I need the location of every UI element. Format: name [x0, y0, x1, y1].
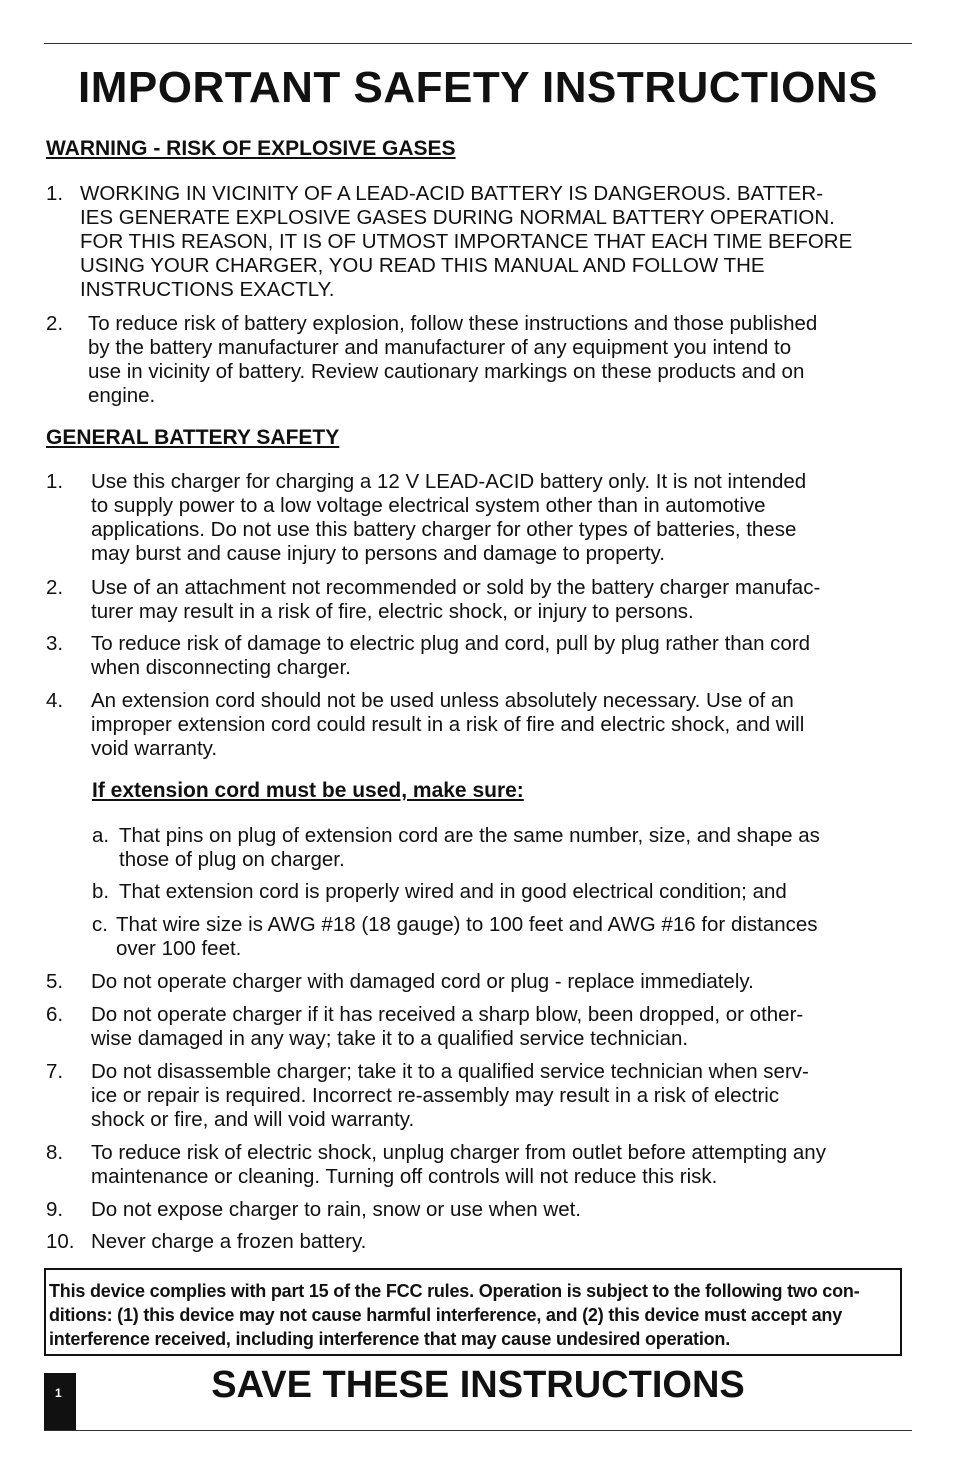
item-text: Use this charger for charging a 12 V LEAD-ACID battery only. It is not intended to supply power to a low voltage electrical system other than in automotive applications. Do not use this battery charger for other types of batteries, these may burst and cause injury to persons and damage to property. — [91, 470, 807, 565]
list-item — [46, 1060, 910, 1132]
list-item — [46, 576, 910, 624]
extension-cord-heading: If extension cord must be used, make sure: — [92, 779, 524, 802]
item-text: That extension cord is properly wired and in good electrical condition; and — [119, 880, 787, 903]
fcc-notice-line: This device complies with part 15 of the FCC rules. Operation is subject to the following two con- — [49, 1281, 860, 1301]
fcc-notice-line: ditions: (1) this device may not cause harmful interference, and (2) this device must accept any — [49, 1305, 843, 1325]
list-item — [46, 182, 910, 302]
item-text: To reduce risk of damage to electric plug and cord, pull by plug rather than cord when disconnecting charger. — [91, 632, 811, 679]
item-text: WORKING IN VICINITY OF A LEAD-ACID BATTERY IS DANGEROUS. BATTER- IES GENERATE EXPLOSIVE GASES DURING NORMAL BATTERY OPERATION. FOR THIS REASON, IT IS OF UTMOST IMPORTANCE THAT EACH TIME BEFORE USING YOUR CHARGER, YOU READ THIS MANUAL AND FOLLOW THE INSTRUCTIONS EXACTLY. — [80, 182, 853, 301]
item-number: 5. — [46, 970, 64, 993]
top-rule — [44, 43, 912, 44]
item-text: Do not operate charger with damaged cord or plug - replace immediately. — [91, 970, 754, 993]
item-letter: a. — [92, 824, 110, 847]
list-item — [92, 824, 910, 872]
list-item — [46, 1003, 910, 1051]
list-item — [46, 1230, 910, 1254]
list-item — [92, 880, 910, 904]
page-title: IMPORTANT SAFETY INSTRUCTIONS — [78, 63, 878, 112]
item-number: 2. — [46, 312, 64, 335]
page-number: 1 — [55, 1386, 62, 1400]
item-number: 3. — [46, 632, 64, 655]
list-item — [46, 1198, 910, 1222]
item-number: 9. — [46, 1198, 64, 1221]
list-item — [46, 632, 910, 680]
list-item — [46, 689, 910, 761]
list-item — [92, 913, 910, 961]
item-letter: c. — [92, 913, 108, 936]
bottom-rule — [44, 1430, 912, 1431]
item-number: 4. — [46, 689, 64, 712]
section-heading-explosive-gases: WARNING - RISK OF EXPLOSIVE GASES — [46, 137, 456, 160]
save-instructions-heading: SAVE THESE INSTRUCTIONS — [211, 1364, 745, 1406]
item-number: 1. — [46, 182, 64, 205]
item-text: Do not expose charger to rain, snow or use when wet. — [91, 1198, 581, 1221]
fcc-notice-line: interference received, including interference that may cause undesired operation. — [49, 1329, 731, 1349]
item-letter: b. — [92, 880, 110, 903]
item-text: Do not operate charger if it has received a sharp blow, been dropped, or other- wise damaged in any way; take it to a qualified service technician. — [91, 1003, 804, 1050]
list-item — [46, 1141, 910, 1189]
item-number: 2. — [46, 576, 64, 599]
item-number: 6. — [46, 1003, 64, 1026]
list-item — [46, 470, 910, 566]
item-number: 7. — [46, 1060, 64, 1083]
fcc-notice-box — [44, 1268, 902, 1356]
item-text: Do not disassemble charger; take it to a qualified service technician when serv- ice or repair is required. Incorrect re-assembly may result in a risk of electric shock or fire, and will void warranty. — [91, 1060, 809, 1131]
section-heading-general-safety: GENERAL BATTERY SAFETY — [46, 426, 340, 449]
item-text: An extension cord should not be used unless absolutely necessary. Use of an improper extension cord could result in a risk of fire and electric shock, and will void warranty. — [91, 689, 805, 760]
list-item — [46, 970, 910, 994]
item-text: That wire size is AWG #18 (18 gauge) to 100 feet and AWG #16 for distances over 100 feet. — [116, 913, 818, 960]
list-item — [46, 312, 910, 408]
item-text: Never charge a frozen battery. — [91, 1230, 367, 1253]
item-number: 10. — [46, 1230, 75, 1253]
item-number: 8. — [46, 1141, 64, 1164]
item-text: To reduce risk of battery explosion, follow these instructions and those published by the battery manufacturer and manufacturer of any equipment you intend to use in vicinity of battery. Review cautionary markings on these products and on engine. — [88, 312, 818, 407]
item-text: Use of an attachment not recommended or sold by the battery charger manufac- turer may result in a risk of fire, electric shock, or injury to persons. — [91, 576, 821, 623]
item-text: To reduce risk of electric shock, unplug charger from outlet before attempting any maintenance or cleaning. Turning off controls will not reduce this risk. — [91, 1141, 826, 1188]
item-number: 1. — [46, 470, 64, 493]
item-text: That pins on plug of extension cord are the same number, size, and shape as those of plug on charger. — [119, 824, 820, 871]
